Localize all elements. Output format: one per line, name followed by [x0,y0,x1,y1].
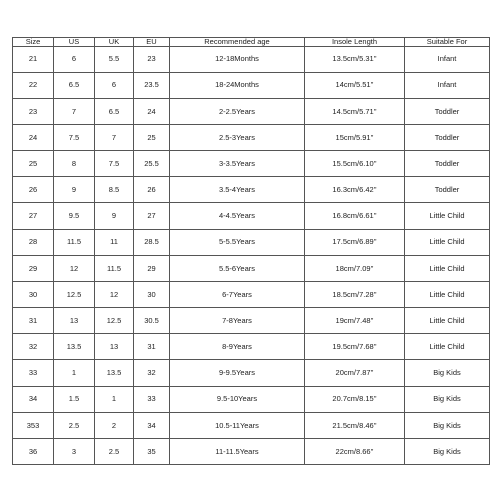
cell-suitable-for: Big Kids [405,438,490,464]
table-row [13,360,490,386]
cell-recommended-age: 9-9.5Years [170,360,305,386]
table-row [13,124,490,150]
cell-suitable-for: Big Kids [405,412,490,438]
cell-insole-length: 20cm/7.87'' [305,360,405,386]
cell-size: 27 [13,203,54,229]
cell-uk: 11.5 [95,255,134,281]
cell-eu: 33 [134,386,170,412]
cell-recommended-age: 3.5-4Years [170,177,305,203]
cell-eu: 26 [134,177,170,203]
cell-recommended-age: 11-11.5Years [170,438,305,464]
cell-uk: 8.5 [95,177,134,203]
cell-insole-length: 19cm/7.48'' [305,308,405,334]
cell-uk: 12 [95,281,134,307]
cell-uk: 2 [95,412,134,438]
table-row [13,308,490,334]
cell-size: 33 [13,360,54,386]
header-uk: UK [95,38,134,47]
cell-insole-length: 22cm/8.66'' [305,438,405,464]
cell-size: 30 [13,281,54,307]
cell-suitable-for: Little Child [405,334,490,360]
cell-us: 12 [54,255,95,281]
cell-suitable-for: Big Kids [405,386,490,412]
cell-us: 12.5 [54,281,95,307]
cell-suitable-for: Little Child [405,281,490,307]
cell-size: 32 [13,334,54,360]
cell-uk: 13.5 [95,360,134,386]
cell-size: 21 [13,46,54,72]
cell-size: 24 [13,124,54,150]
cell-uk: 12.5 [95,308,134,334]
cell-size: 25 [13,151,54,177]
cell-eu: 30 [134,281,170,307]
cell-eu: 27 [134,203,170,229]
cell-eu: 35 [134,438,170,464]
header-us: US [54,38,95,47]
cell-eu: 29 [134,255,170,281]
cell-recommended-age: 4-4.5Years [170,203,305,229]
cell-us: 9.5 [54,203,95,229]
cell-eu: 23.5 [134,72,170,98]
cell-size: 36 [13,438,54,464]
cell-recommended-age: 18-24Months [170,72,305,98]
cell-us: 6.5 [54,72,95,98]
table-row [13,72,490,98]
header-suitable-for: Suitable For [405,38,490,47]
cell-size: 23 [13,98,54,124]
cell-uk: 5.5 [95,46,134,72]
cell-us: 8 [54,151,95,177]
cell-insole-length: 21.5cm/8.46'' [305,412,405,438]
cell-recommended-age: 2-2.5Years [170,98,305,124]
cell-insole-length: 15cm/5.91'' [305,124,405,150]
cell-uk: 7.5 [95,151,134,177]
cell-recommended-age: 3-3.5Years [170,151,305,177]
cell-us: 7 [54,98,95,124]
table-row [13,177,490,203]
cell-us: 6 [54,46,95,72]
cell-insole-length: 14cm/5.51'' [305,72,405,98]
cell-insole-length: 16.8cm/6.61'' [305,203,405,229]
cell-insole-length: 20.7cm/8.15'' [305,386,405,412]
cell-uk: 6 [95,72,134,98]
cell-suitable-for: Toddler [405,98,490,124]
table-row [13,412,490,438]
cell-uk: 11 [95,229,134,255]
cell-us: 2.5 [54,412,95,438]
cell-eu: 24 [134,98,170,124]
cell-suitable-for: Little Child [405,203,490,229]
header-eu: EU [134,38,170,47]
table-row [13,229,490,255]
cell-eu: 25.5 [134,151,170,177]
table-body [13,46,490,465]
cell-insole-length: 18cm/7.09'' [305,255,405,281]
table-row [13,98,490,124]
table-row [13,281,490,307]
cell-eu: 25 [134,124,170,150]
cell-us: 3 [54,438,95,464]
cell-suitable-for: Little Child [405,229,490,255]
cell-eu: 23 [134,46,170,72]
cell-insole-length: 16.3cm/6.42'' [305,177,405,203]
cell-recommended-age: 6-7Years [170,281,305,307]
table-row [13,46,490,72]
cell-insole-length: 13.5cm/5.31'' [305,46,405,72]
cell-eu: 31 [134,334,170,360]
cell-us: 9 [54,177,95,203]
cell-recommended-age: 9.5-10Years [170,386,305,412]
cell-suitable-for: Little Child [405,308,490,334]
cell-us: 7.5 [54,124,95,150]
cell-suitable-for: Infant [405,72,490,98]
cell-us: 13 [54,308,95,334]
cell-uk: 1 [95,386,134,412]
cell-recommended-age: 8-9Years [170,334,305,360]
cell-insole-length: 19.5cm/7.68'' [305,334,405,360]
cell-suitable-for: Toddler [405,151,490,177]
size-chart-table [12,37,490,465]
cell-uk: 2.5 [95,438,134,464]
cell-recommended-age: 7-8Years [170,308,305,334]
cell-size: 31 [13,308,54,334]
cell-insole-length: 18.5cm/7.28'' [305,281,405,307]
table-row [13,203,490,229]
cell-recommended-age: 12-18Months [170,46,305,72]
cell-recommended-age: 5-5.5Years [170,229,305,255]
cell-recommended-age: 5.5-6Years [170,255,305,281]
cell-suitable-for: Toddler [405,177,490,203]
cell-insole-length: 14.5cm/5.71'' [305,98,405,124]
cell-uk: 6.5 [95,98,134,124]
cell-uk: 7 [95,124,134,150]
cell-suitable-for: Little Child [405,255,490,281]
header-insole-length: Insole Length [305,38,405,47]
cell-us: 1.5 [54,386,95,412]
cell-uk: 13 [95,334,134,360]
cell-eu: 30.5 [134,308,170,334]
table-row [13,255,490,281]
cell-recommended-age: 10.5-11Years [170,412,305,438]
cell-size: 22 [13,72,54,98]
cell-insole-length: 15.5cm/6.10'' [305,151,405,177]
cell-eu: 32 [134,360,170,386]
header-size: Size [13,38,54,47]
table-header-row [13,38,490,47]
cell-size: 28 [13,229,54,255]
table-row [13,386,490,412]
cell-suitable-for: Infant [405,46,490,72]
table-row [13,151,490,177]
table-row [13,334,490,360]
cell-insole-length: 17.5cm/6.89'' [305,229,405,255]
cell-uk: 9 [95,203,134,229]
table-row [13,438,490,464]
cell-suitable-for: Toddler [405,124,490,150]
cell-size: 353 [13,412,54,438]
cell-size: 29 [13,255,54,281]
cell-us: 1 [54,360,95,386]
cell-us: 11.5 [54,229,95,255]
header-recommended-age: Recommended age [170,38,305,47]
cell-size: 34 [13,386,54,412]
cell-recommended-age: 2.5-3Years [170,124,305,150]
cell-eu: 28.5 [134,229,170,255]
cell-size: 26 [13,177,54,203]
cell-us: 13.5 [54,334,95,360]
cell-eu: 34 [134,412,170,438]
cell-suitable-for: Big Kids [405,360,490,386]
